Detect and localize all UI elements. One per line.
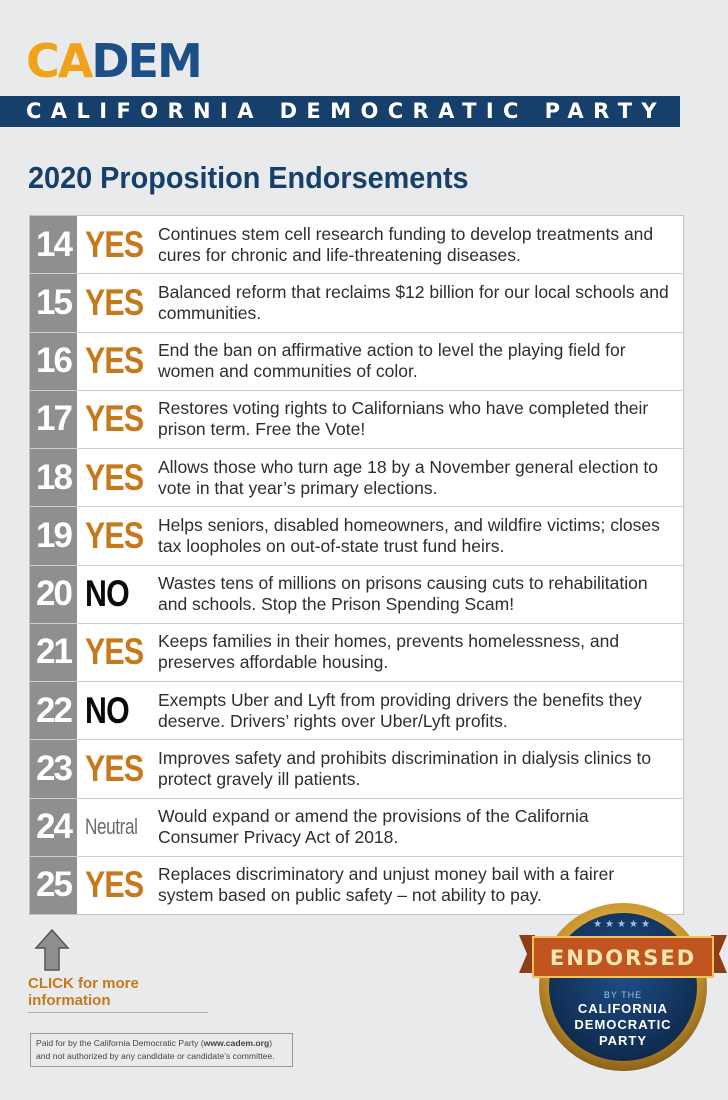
proposition-number: 16 bbox=[30, 333, 77, 390]
proposition-vote-label: YES bbox=[85, 514, 144, 556]
proposition-row bbox=[30, 273, 683, 331]
proposition-description: Balanced reform that reclaims $12 billion for our local schools and communities. bbox=[158, 281, 669, 323]
proposition-description: Keeps families in their homes, prevents homelessness, and preserves affordable housing. bbox=[158, 631, 620, 673]
proposition-number: 15 bbox=[30, 274, 77, 331]
proposition-description: Helps seniors, disabled homeowners, and wildfire victims; closes tax loopholes on out-of-state trust fund heirs. bbox=[158, 514, 660, 556]
disclaimer-prefix: Paid for by the California Democratic Party ( bbox=[36, 1038, 204, 1048]
party-banner: CALIFORNIA DEMOCRATIC PARTY bbox=[0, 96, 680, 127]
proposition-vote-label: YES bbox=[85, 747, 144, 789]
proposition-row bbox=[30, 565, 683, 623]
proposition-row bbox=[30, 739, 683, 797]
propositions-table bbox=[29, 215, 684, 915]
disclaimer-url[interactable]: www.cadem.org bbox=[203, 1038, 270, 1048]
more-info-link[interactable] bbox=[28, 928, 208, 1013]
svg-text:★★★★★: ★★★★★ bbox=[593, 919, 653, 930]
more-info-label: CLICK for more information bbox=[28, 975, 139, 1009]
disclaimer bbox=[30, 1033, 293, 1067]
logo-ca: CA bbox=[26, 34, 92, 88]
ribbon-text: ENDORSED bbox=[549, 946, 697, 970]
seal-line-2: DEMOCRATIC bbox=[574, 1017, 672, 1032]
proposition-number: 23 bbox=[30, 740, 77, 797]
proposition-row bbox=[30, 448, 683, 506]
proposition-vote bbox=[77, 740, 157, 797]
proposition-vote bbox=[77, 449, 157, 506]
proposition-description: Restores voting rights to Californians who have completed their prison term. Free the Vote! bbox=[158, 398, 649, 440]
proposition-number: 17 bbox=[30, 391, 77, 448]
proposition-description: End the ban on affirmative action to level the playing field for women and communities of color. bbox=[158, 340, 626, 382]
proposition-number: 19 bbox=[30, 507, 77, 564]
arrow-up-icon bbox=[34, 928, 70, 972]
proposition-vote-label: NO bbox=[85, 573, 129, 615]
proposition-description: Continues stem cell research funding to develop treatments and cures for chronic and life-threatening diseases. bbox=[158, 223, 654, 265]
proposition-vote bbox=[77, 274, 157, 331]
proposition-vote-label: YES bbox=[85, 340, 144, 382]
proposition-row bbox=[30, 332, 683, 390]
proposition-row bbox=[30, 798, 683, 856]
proposition-number: 25 bbox=[30, 857, 77, 914]
seal-line-3: PARTY bbox=[598, 1033, 648, 1048]
proposition-row bbox=[30, 506, 683, 564]
logo-dem: DEM bbox=[91, 34, 201, 88]
proposition-number: 24 bbox=[30, 799, 77, 856]
proposition-number: 14 bbox=[30, 216, 77, 273]
page-title: 2020 Proposition Endorsements bbox=[28, 160, 469, 195]
proposition-number: 18 bbox=[30, 449, 77, 506]
proposition-vote-label: NO bbox=[85, 689, 129, 731]
proposition-vote bbox=[77, 333, 157, 390]
proposition-vote bbox=[77, 216, 157, 273]
proposition-vote-label: YES bbox=[85, 456, 144, 498]
proposition-description: Exempts Uber and Lyft from providing drivers the benefits they deserve. Drivers’ rights over Uber/Lyft profits. bbox=[158, 689, 642, 731]
proposition-vote bbox=[77, 391, 157, 448]
proposition-number: 20 bbox=[30, 566, 77, 623]
seal-line-1: CALIFORNIA bbox=[577, 1001, 669, 1016]
proposition-number: 22 bbox=[30, 682, 77, 739]
proposition-vote bbox=[77, 624, 157, 681]
proposition-number: 21 bbox=[30, 624, 77, 681]
proposition-description: Would expand or amend the provisions of the California Consumer Privacy Act of 2018. bbox=[158, 806, 589, 848]
proposition-vote bbox=[77, 799, 157, 856]
proposition-vote-label: YES bbox=[85, 223, 144, 265]
proposition-vote-label: YES bbox=[85, 281, 144, 323]
proposition-vote bbox=[77, 857, 157, 914]
seal-by-the: BY THE bbox=[603, 990, 643, 1000]
proposition-vote bbox=[77, 566, 157, 623]
proposition-description: Allows those who turn age 18 by a November general election to vote in that year’s primary elections. bbox=[158, 456, 659, 498]
proposition-description: Wastes tens of millions on prisons causing cuts to rehabilitation and schools. Stop the Prison Spending Scam! bbox=[158, 573, 648, 615]
disclaimer-suffix: ) and not authorized by any candidate or candidate’s committee. bbox=[36, 1038, 275, 1061]
proposition-row bbox=[30, 216, 683, 273]
proposition-description: Replaces discriminatory and unjust money bail with a fairer system based on public safety – not ability to pay. bbox=[158, 864, 615, 906]
proposition-vote-label: Neutral bbox=[85, 814, 138, 840]
proposition-vote-label: YES bbox=[85, 398, 144, 440]
proposition-vote bbox=[77, 507, 157, 564]
proposition-row bbox=[30, 390, 683, 448]
star-icons bbox=[593, 919, 653, 930]
proposition-vote-label: YES bbox=[85, 864, 144, 906]
endorsed-seal bbox=[519, 895, 727, 1075]
proposition-vote-label: YES bbox=[85, 631, 144, 673]
proposition-vote bbox=[77, 682, 157, 739]
proposition-row bbox=[30, 623, 683, 681]
proposition-row bbox=[30, 681, 683, 739]
cadem-logo bbox=[26, 34, 201, 88]
proposition-description: Improves safety and prohibits discrimination in dialysis clinics to protect gravely ill patients. bbox=[158, 747, 652, 789]
